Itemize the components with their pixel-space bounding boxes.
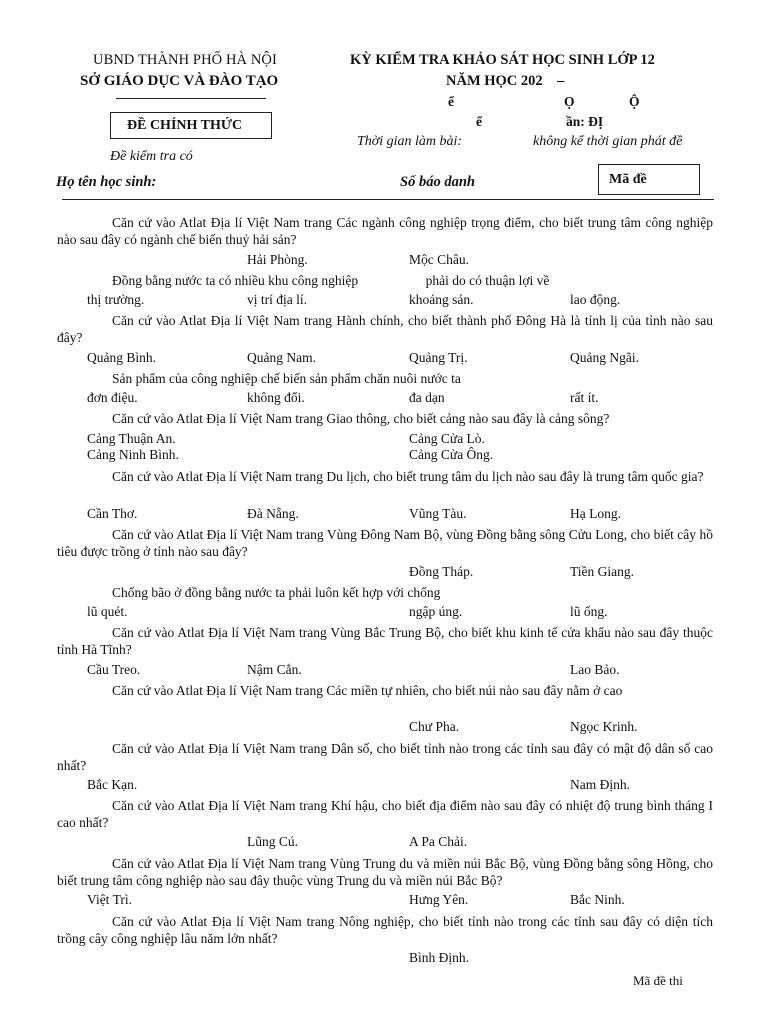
answer-option: Cảng Ninh Bình. [87,447,179,462]
answer-option: Nam Định. [570,777,630,792]
answer-option: Cảng Cửa Ông. [409,447,494,462]
question-stem: Sản phẩm của công nghiệp chế biến sản phẩm chăn nuôi nước ta [112,371,461,386]
answer-option: Lao Bảo. [570,662,620,677]
question-stem: Căn cứ vào Atlat Địa lí Việt Nam trang Vùng Bắc Trung Bộ, cho biết khu kinh tế cửa khẩu nào sau đây thuộc tỉnh Hà Tĩnh? [57,625,713,657]
header-fragment-3: Ộ [629,94,640,109]
answer-option: Bắc Kạn. [87,777,138,792]
department-name: UBND THÀNH PHỐ HÀ NỘI [93,52,277,68]
question-stem: Đồng bằng nước ta có nhiều khu công nghiệp phải do có thuận lợi về [112,273,550,288]
header-fragment-2: Ọ [564,94,575,109]
subject-fragment: ần: ĐỊ [566,114,604,129]
header-bottom-rule [62,199,714,200]
answer-option: Đồng Tháp. [409,564,474,579]
answer-option: Cảng Thuận An. [87,431,176,446]
answer-option: Đà Nẵng. [247,506,299,521]
official-stamp-box [110,112,272,139]
question-stem: Căn cứ vào Atlat Địa lí Việt Nam trang Hành chính, cho biết thành phố Đông Hà là tỉnh lị của tỉnh nào sau đây? [57,313,713,345]
exam-code-box [598,164,700,195]
answer-option: vị trí địa lí. [247,292,307,307]
answer-option: Lũng Cú. [247,834,299,849]
header-fragment-1: ể [448,94,454,109]
answer-option: A Pa Chải. [409,834,468,849]
answer-option: đa dạn [409,390,445,405]
answer-option: Việt Trì. [87,892,132,907]
question-stem: Căn cứ vào Atlat Địa lí Việt Nam trang Vùng Trung du và miền núi Bắc Bộ, vùng Đồng bằng sông Hồng, cho biết trung tâm công nghiệp nào sau đây thuộc vùng Trung du và miền núi Bắc Bộ? [57,856,713,888]
header-fragment-4: ể [476,114,482,129]
answer-option: Ngọc Krinh. [570,719,638,734]
answer-option: Hải Phòng. [247,252,308,267]
question-stem: Căn cứ vào Atlat Địa lí Việt Nam trang Các miền tự nhiên, cho biết núi nào sau đây nằm ở cao [112,683,623,698]
answer-option: Cầu Treo. [87,662,141,677]
answer-option: Bình Định. [409,950,470,965]
answer-option: không đổi. [247,390,305,405]
time-label: Thời gian làm bài: [357,134,463,149]
answer-option: Quảng Bình. [87,350,156,365]
question-stem: Căn cứ vào Atlat Địa lí Việt Nam trang Các ngành công nghiệp trọng điểm, cho biết trung tâm công nghiệp nào sau đây có ngành chế biến thuỷ hải sản? [57,215,713,247]
answer-option: Quảng Nam. [247,350,316,365]
answer-option: Bắc Ninh. [570,892,625,907]
pages-note: Đề kiểm tra có [110,149,193,164]
answer-option: lũ ống. [570,604,608,619]
answer-option: lũ quét. [87,604,128,619]
question-stem: Căn cứ vào Atlat Địa lí Việt Nam trang Giao thông, cho biết cảng nào sau đây là cảng sông? [112,411,610,426]
answer-option: Quảng Trị. [409,350,468,365]
student-id-label: Số báo danh [400,174,475,190]
answer-option: Cảng Cửa Lò. [409,431,485,446]
school-year: NĂM HỌC 202 – [446,73,565,89]
answer-option: Hưng Yên. [409,892,469,907]
answer-option: Quảng Ngãi. [570,350,639,365]
exam-title: KỲ KIỂM TRA KHẢO SÁT HỌC SINH LỚP 12 [350,52,655,68]
answer-option: Mộc Châu. [409,252,469,267]
student-name-label: Họ tên học sinh: [56,174,157,190]
answer-option: Cần Thơ. [87,506,138,521]
question-stem: Căn cứ vào Atlat Địa lí Việt Nam trang Vùng Đông Nam Bộ, vùng Đồng bằng sông Cửu Long, cho biết cây hồ tiêu được trồng ở tỉnh nào sau đây? [57,527,713,559]
question-stem: Căn cứ vào Atlat Địa lí Việt Nam trang Nông nghiệp, cho biết tỉnh nào trong các tỉnh sau đây có diện tích trồng cây công nghiệp lâu năm lớn nhất? [57,914,713,946]
answer-option: khoáng sản. [409,292,474,307]
exam-code-label: Mã đề [609,172,647,187]
answer-option: thị trường. [87,292,145,307]
agency-name: SỞ GIÁO DỤC VÀ ĐÀO TẠO [80,73,279,89]
footer-exam-code: Mã đề thi [633,973,683,988]
official-label: ĐỀ CHÍNH THỨC [127,118,243,133]
answer-option: Vũng Tàu. [409,506,467,521]
answer-option: Nậm Cắn. [247,662,302,677]
question-stem: Căn cứ vào Atlat Địa lí Việt Nam trang Khí hậu, cho biết địa điểm nào sau đây có nhiệt độ trung bình tháng I cao nhất? [57,798,713,830]
header-divider [116,98,266,99]
time-note: không kể thời gian phát đề [533,134,683,149]
answer-option: Hạ Long. [570,506,621,521]
question-stem: Căn cứ vào Atlat Địa lí Việt Nam trang Du lịch, cho biết trung tâm du lịch nào sau đây là trung tâm quốc gia? [112,469,704,484]
answer-option: đơn điệu. [87,390,138,405]
answer-option: Tiền Giang. [570,564,635,579]
question-stem: Chống bão ở đồng bằng nước ta phải luôn kết hợp với chống [112,585,441,600]
answer-option: lao động. [570,292,621,307]
answer-option: ngập úng. [409,604,463,619]
answer-option: Chư Pha. [409,719,460,734]
question-stem: Căn cứ vào Atlat Địa lí Việt Nam trang Dân số, cho biết tỉnh nào trong các tỉnh sau đây có mật độ dân số cao nhất? [57,741,713,773]
answer-option: rất ít. [570,390,599,405]
